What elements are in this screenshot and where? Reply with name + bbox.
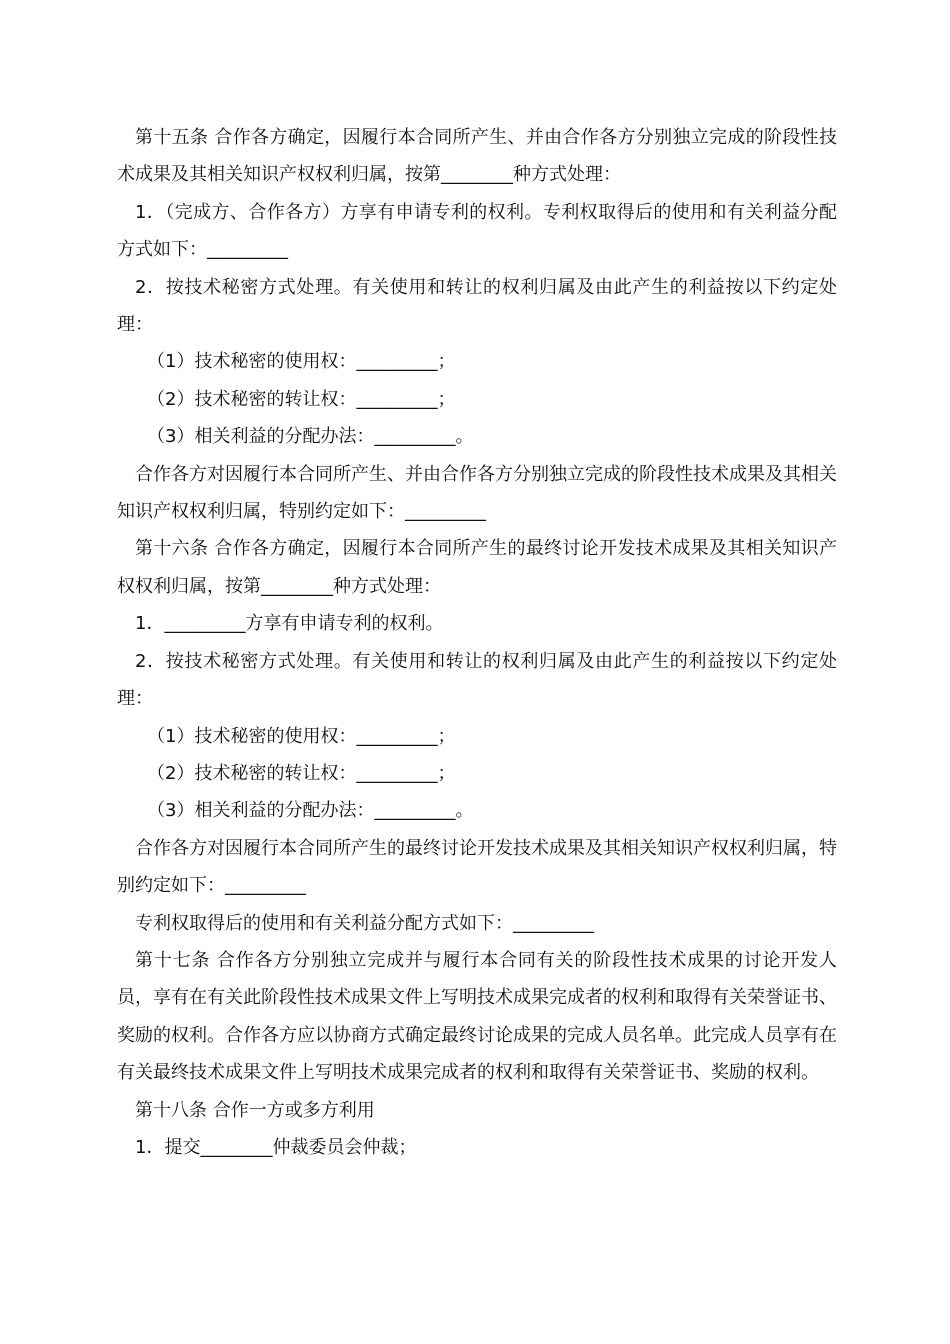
paragraph-15-subitem-1: （1）技术秘密的使用权：_________； [147, 351, 456, 373]
paragraph-16-subitem-1: （1）技术秘密的使用权：_________； [147, 725, 456, 747]
paragraph-15-subitem-2: （2）技术秘密的转让权：_________； [147, 388, 456, 410]
paragraph-15-item-1: 1．（完成方、合作各方）方享有申请专利的权利。专利权取得后的使用和有关利益分配方式如下：_________ [117, 201, 837, 261]
paragraph-15-special: 合作各方对因履行本合同所产生、并由合作各方分别独立完成的阶段性技术成果及其相关知识产权权利归属，特别约定如下：_________ [117, 463, 837, 523]
paragraph-16-patent: 专利权取得后的使用和有关利益分配方式如下：_________ [135, 912, 594, 934]
paragraph-article-16: 第十六条 合作各方确定，因履行本合同所产生的最终讨论开发技术成果及其相关知识产权权利归属，按第________种方式处理： [117, 538, 837, 597]
paragraph-article-18: 第十八条 合作一方或多方利用 [135, 1099, 375, 1121]
paragraph-16-subitem-2: （2）技术秘密的转让权：_________； [147, 762, 456, 784]
paragraph-16-subitem-3: （3）相关利益的分配办法：_________。 [147, 800, 474, 822]
paragraph-16-special: 合作各方对因履行本合同所产生的最终讨论开发技术成果及其相关知识产权权利归属，特别约定如下：_________ [117, 837, 837, 897]
paragraph-15-item-2: 2．按技术秘密方式处理。有关使用和转让的权利归属及由此产生的利益按以下约定处理： [117, 276, 837, 336]
paragraph-16-item-2: 2．按技术秘密方式处理。有关使用和转让的权利归属及由此产生的利益按以下约定处理： [117, 650, 837, 710]
paragraph-article-15: 第十五条 合作各方确定，因履行本合同所产生、并由合作各方分别独立完成的阶段性技术成果及其相关知识产权权利归属，按第________种方式处理： [117, 127, 837, 186]
document-page [117, 119, 837, 1166]
paragraph-16-item-1: 1．_________方享有申请专利的权利。 [135, 613, 444, 635]
paragraph-article-17: 第十七条 合作各方分别独立完成并与履行本合同有关的阶段性技术成果的讨论开发人员，享有在有关此阶段性技术成果文件上写明技术成果完成者的权利和取得有关荣誉证书、奖励的权利。合作各方应以协商方式确定最终讨论成果的完成人员名单。此完成人员享有在有关最终技术成果文件上写明技术成果完成者的权利和取得有关荣誉证书、奖励的权利。 [117, 949, 837, 1084]
paragraph-15-subitem-3: （3）相关利益的分配办法：_________。 [147, 426, 474, 448]
paragraph-18-item-1: 1．提交________仲裁委员会仲裁； [135, 1136, 417, 1158]
